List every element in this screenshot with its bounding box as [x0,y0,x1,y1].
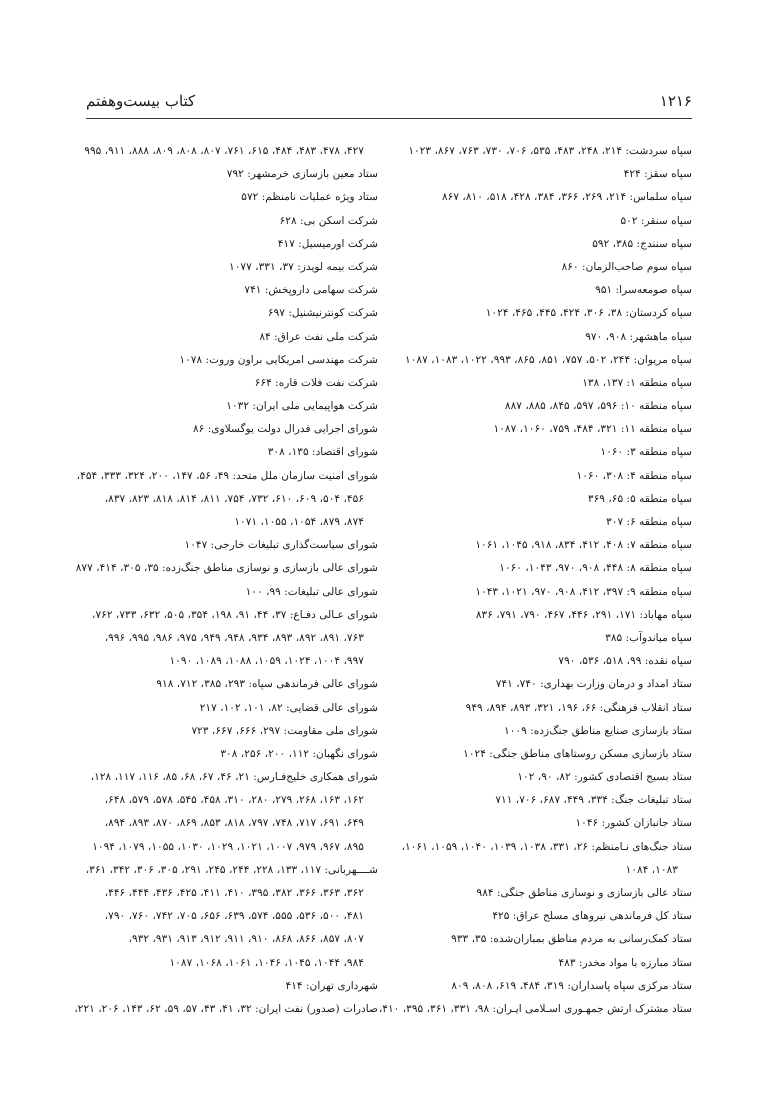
index-entry: شورای عالی بازسازی و نوسازی مناطق جنگ‌زده: ۳۵، ۳۰۵، ۴۱۴، ۸۷۷ [75,562,378,575]
index-entry-continuation: ۹۹۷، ۱۰۰۴، ۱۰۲۴، ۱۰۵۹، ۱۰۸۸، ۱۰۸۹، ۱۰۹۰ [169,655,364,668]
index-entry: شرکت مهندسی امریکایی براون وروت: ۱۰۷۸ [179,353,378,366]
index-column-left [74,140,378,1021]
index-entry: شورای نگهبان: ۱۱۲، ۲۰۰، ۲۵۶، ۳۰۸ [220,747,378,760]
index-entry: ستاد تبلیغات جنگ: ۳۳۴، ۴۴۹، ۶۸۷، ۷۰۶، ۷۱۱ [495,794,692,807]
index-entry: شورای اقتصاد: ۱۳۵، ۳۰۸ [267,446,378,459]
index-entry: شورای عالی تبلیغات: ۹۹، ۱۰۰ [245,585,378,598]
index-entry: سپاه نقده: ۹۹، ۵۱۸، ۵۳۶، ۷۹۰ [558,655,692,668]
index-entry: ستاد جانبازان کشور: ۱۰۴۶ [575,817,692,830]
index-entry: شورای ملی مقاومت: ۲۹۷، ۶۶۶، ۶۶۷، ۷۲۳ [191,724,378,737]
index-entry: سپاه میاندوآب: ۳۸۵ [605,631,692,644]
index-entry: شهرداری تهران: ۴۱۴ [285,979,378,992]
index-entry: صادرات (صدور) نفت ایران: ۳۲، ۴۱، ۴۳، ۵۷، ۵۹، ۶۲، ۱۴۳، ۲۰۶، ۲۲۱، [74,1002,378,1015]
index-entry: سپاه سردشت: ۲۱۴، ۲۴۸، ۴۸۳، ۵۳۵، ۷۰۶، ۷۳۰، ۷۶۳، ۸۶۷، ۱۰۲۳ [408,145,692,157]
index-entry-continuation: ۴۵۶، ۵۰۴، ۶۰۹، ۶۱۰، ۷۳۲، ۷۵۴، ۸۱۱، ۸۱۴، ۸۱۸، ۸۲۳، ۸۳۷، [104,492,364,505]
index-column-right [378,140,692,1021]
page-header [86,90,692,116]
index-entry-continuation: ۴۸۱، ۵۰۰، ۵۳۶، ۵۵۵، ۵۷۴، ۶۳۹، ۶۵۶، ۷۰۵، ۷۴۲، ۷۶۰، ۷۹۰، [104,910,364,923]
index-entry: شورای سیاست‌گذاری تبلیغات خارجی: ۱۰۴۷ [184,539,378,552]
index-entry: شورای عالی فرماندهی سپاه: ۲۹۳، ۳۸۵، ۷۱۲، ۹۱۸ [156,678,378,691]
index-entry: سپاه مریوان: ۲۴۴، ۵۰۲، ۷۵۷، ۸۵۱، ۸۶۵، ۹۹۳، ۱۰۲۲، ۱۰۸۳، ۱۰۸۷ [405,353,692,366]
index-entry: سپاه منطقه ۱: ۱۳۷، ۱۳۸ [582,376,692,389]
index-entry: سپاه منطقه ۵: ۶۵، ۳۶۹ [587,492,692,505]
index-entry: سپاه صومعه‌سرا: ۹۵۱ [595,284,692,297]
index-entry-continuation: ۷۶۳، ۸۹۱، ۸۹۲، ۸۹۳، ۹۳۴، ۹۴۸، ۹۴۹، ۹۷۵، ۹۸۶، ۹۹۵، ۹۹۶، [104,631,364,644]
index-entry: شرکت کونترنیشنیل: ۶۹۷ [267,307,378,320]
index-entry: سپاه منطقه ۸: ۴۴۸، ۹۰۸، ۹۷۰، ۱۰۴۳، ۱۰۶۰ [499,562,692,575]
index-entry: شورای عـالی دفـاع: ۳۷، ۴۴، ۹۱، ۱۹۸، ۳۵۴، ۵۰۵، ۶۳۲، ۷۳۳، ۷۶۲، [92,608,378,621]
index-entry: سپاه منطقه ۳: ۱۰۶۰ [600,446,692,459]
index-entry: ستاد مرکزی سپاه پاسداران: ۳۱۹، ۴۸۴، ۶۱۹، ۸۰۸، ۸۰۹ [451,979,692,992]
index-entry-continuation: ۶۴۹، ۶۹۱، ۷۱۷، ۷۴۸، ۷۹۷، ۸۱۸، ۸۵۳، ۸۶۹، ۸۷۰، ۸۹۳، ۸۹۴، [104,817,364,830]
index-entry: شورای همکاری خلیج‌فـارس: ۲۱، ۴۶، ۶۷، ۶۸، ۸۵، ۱۱۶، ۱۱۷، ۱۲۸، [90,771,378,784]
index-entry: شــــهربانی: ۱۱۷، ۱۳۳، ۲۲۸، ۲۴۴، ۲۴۵، ۲۹۱، ۳۰۵، ۳۰۶، ۳۴۲، ۳۶۱، [85,863,378,876]
index-entry: ستاد کل فرماندهی نیروهای مسلح عراق: ۴۲۵ [492,910,692,923]
index-entry: سپاه سنندج: ۳۸۵، ۵۹۲ [592,237,692,250]
index-entry: ستاد کمک‌رسانی به مردم مناطق بمباران‌شده: ۳۵، ۹۳۳ [451,933,692,946]
index-entry-continuation: ۸۹۵، ۹۶۷، ۹۷۹، ۱۰۰۷، ۱۰۲۱، ۱۰۲۹، ۱۰۳۰، ۱۰۵۵، ۱۰۷۹، ۱۰۹۴ [92,840,364,853]
index-entry-continuation: ۹۸۴، ۱۰۴۴، ۱۰۴۵، ۱۰۴۶، ۱۰۶۱، ۱۰۶۸، ۱۰۸۷ [169,956,364,969]
index-entry: ستاد عالی بازسازی و نوسازی مناطق جنگی: ۹۸۴ [476,887,692,899]
index-entry: سپاه منطقه ۹: ۳۹۷، ۴۱۲، ۹۰۸، ۹۷۰، ۱۰۲۱، ۱۰۴۳ [475,585,692,598]
index-entry: ستاد انقلاب فرهنگی: ۶۶، ۱۹۶، ۳۲۱، ۸۹۳، ۸۹۴، ۹۴۹ [465,701,692,714]
index-entry-continuation: ۸۷۴، ۸۷۹، ۱۰۵۴، ۱۰۵۵، ۱۰۷۱ [234,516,364,528]
index-entry: سپاه سوم صاحب‌الزمان: ۸۶۰ [561,260,692,273]
index-entry: سپاه ماهشهر: ۹۰۸، ۹۷۰ [585,330,692,343]
page-number: ۱۲۱۶ [659,92,692,110]
index-entry: شرکت اورمیسیل: ۴۱۷ [277,237,378,250]
index-entry-continuation: ۸۰۷، ۸۵۷، ۸۶۶، ۸۶۸، ۹۱۰، ۹۱۱، ۹۱۲، ۹۱۳، ۹۳۱، ۹۳۲، [128,933,364,946]
index-entry: سپاه سلماس: ۲۱۴، ۲۶۹، ۳۶۶، ۳۸۴، ۴۲۸، ۵۱۸، ۸۱۰، ۸۶۷ [441,191,692,204]
index-entry: ستاد جنگ‌های نـامنظم: ۲۶، ۳۳۱، ۱۰۳۸، ۱۰۳۹، ۱۰۴۰، ۱۰۵۹، ۱۰۶۱، [401,840,692,853]
index-entry: ستاد بسیج اقتصادی کشور: ۸۲، ۹۰، ۱۰۲ [517,771,692,784]
index-entry: ستاد بازسازی صنایع مناطق جنگ‌زده: ۱۰۰۹ [504,724,692,737]
index-entry: شورای عالی قضایی: ۸۲، ۱۰۱، ۱۰۲، ۲۱۷ [199,701,378,714]
index-entry: سپاه سقز: ۴۲۴ [623,168,692,181]
index-entry-continuation: ۱۰۸۳، ۱۰۸۴ [625,863,678,876]
index-entry: ستاد امداد و درمان وزارت بهداری: ۷۴۰، ۷۴۱ [495,678,692,691]
index-entry-continuation: ۴۲۷، ۴۷۸، ۴۸۳، ۴۸۴، ۶۱۵، ۷۶۱، ۸۰۷، ۸۰۸، ۸۰۹، ۸۸۸، ۹۱۱، ۹۹۵ [84,145,364,157]
running-title: کتاب بیست‌وهفتم [86,92,196,110]
index-entry: ستاد ویژه عملیات نامنظم: ۵۷۲ [241,191,378,204]
index-entry: سپاه منطقه ۱۱: ۳۲۱، ۴۸۴، ۷۵۹، ۱۰۶۰، ۱۰۸۷ [493,423,692,436]
index-entry: شورای امنیت سازمان ملل متحد: ۴۹، ۵۶، ۱۴۷، ۲۰۰، ۳۲۴، ۳۳۳، ۴۵۴، [76,469,378,482]
index-entry: شرکت نفت فلات قاره: ۶۶۴ [254,376,378,389]
index-entry: سپاه منطقه ۶: ۳۰۷ [606,516,692,528]
index-entry-continuation: ۱۶۲، ۱۶۳، ۲۶۸، ۲۷۹، ۲۸۰، ۳۱۰، ۴۵۸، ۵۴۵، ۵۷۸، ۵۷۹، ۶۴۸، [104,794,364,807]
index-entry: سپاه سنقر: ۵۰۲ [620,214,692,227]
index-entry: سپاه مهاباد: ۱۷۱، ۲۹۱، ۴۴۶، ۴۶۷، ۷۹۰، ۷۹۱، ۸۳۶ [475,608,692,621]
index-entry: سپاه منطقه ۷: ۴۰۸، ۴۱۲، ۸۳۴، ۹۱۸، ۱۰۴۵، ۱۰۶۱ [475,539,692,552]
index-entry: شورای اجرایی فدرال دولت یوگسلاوی: ۸۶ [192,423,378,436]
header-rule [86,118,692,119]
index-entry: ستاد مشترک ارتش جمهـوری اسـلامی ایـران: ۹۸، ۳۳۱، ۳۶۱، ۳۹۵، ۴۱۰، [378,1002,692,1015]
index-entry: شرکت ملی نفت عراق: ۸۴ [259,330,378,343]
index-entry: شرکت هواپیمایی ملی ایران: ۱۰۳۲ [226,400,378,413]
index-entry: شرکت سهامی داروپخش: ۷۴۱ [244,284,378,297]
index-entry: سپاه کردستان: ۳۸، ۳۰۶، ۴۲۴، ۴۴۵، ۴۶۵، ۱۰۲۴ [485,307,692,320]
index-entry: ستاد معین بازسازی خرمشهر: ۷۹۲ [226,168,378,181]
index-entry: ستاد مبارزه با مواد مخدر: ۴۸۳ [558,956,692,969]
index-entry: شرکت بیمه لویدز: ۳۷، ۳۳۱، ۱۰۷۷ [229,260,378,273]
index-entry: سپاه منطقه ۱۰: ۵۹۶، ۵۹۷، ۸۴۵، ۸۸۵، ۸۸۷ [504,400,692,413]
index-entry: سپاه منطقه ۴: ۳۰۸، ۱۰۶۰ [576,469,692,482]
index-entry-continuation: ۳۶۲، ۳۶۳، ۳۶۶، ۳۸۲، ۳۹۵، ۴۱۰، ۴۱۱، ۴۲۵، ۴۳۶، ۴۴۴، ۴۴۶، [104,887,364,899]
index-entry: شرکت اسکن بی: ۶۲۸ [279,214,378,227]
index-entry: ستاد بازسازی مسکن روستاهای مناطق جنگی: ۱۰۲۴ [463,747,692,760]
